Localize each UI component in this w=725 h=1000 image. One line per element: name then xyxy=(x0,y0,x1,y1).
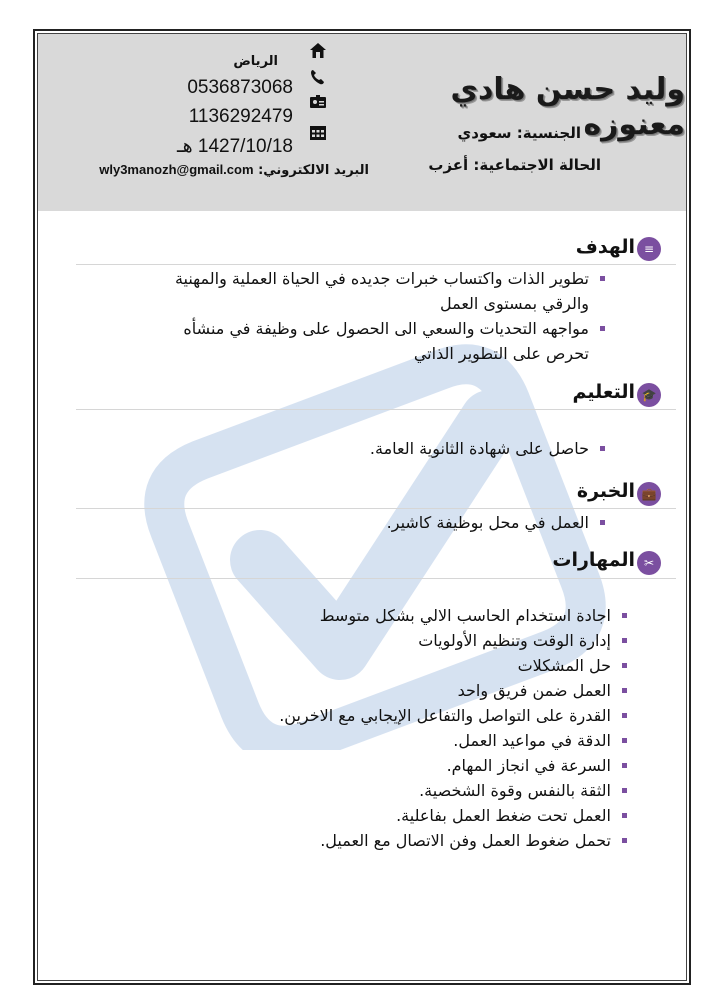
calendar-icon xyxy=(309,123,327,141)
objective-divider xyxy=(76,264,676,265)
list-item: إدارة الوقت وتنظيم الأولويات xyxy=(169,628,629,653)
experience-divider xyxy=(76,508,676,509)
person-name: وليد حسن هادي معنوزه xyxy=(450,72,685,142)
phone-number-2: 1136292479 xyxy=(188,106,293,127)
objective-title: الهدف xyxy=(575,236,635,258)
list-item: الدقة في مواعيد العمل. xyxy=(169,728,629,753)
nationality-value: سعودي xyxy=(457,124,512,142)
phone-number-1: 0536873068 xyxy=(187,77,293,98)
skills-title: المهارات xyxy=(552,549,635,571)
education-title: التعليم xyxy=(572,381,635,403)
list-item: تحمل ضغوط العمل وفن الاتصال مع العميل. xyxy=(169,828,629,853)
list-item: العمل في محل بوظيفة كاشير. xyxy=(167,510,607,535)
marital-status-value: أعزب xyxy=(428,156,469,174)
list-item: الثقة بالنفس وقوة الشخصية. xyxy=(169,778,629,803)
skills-list xyxy=(169,603,629,853)
birth-date: 1427/10/18 هـ xyxy=(177,136,293,157)
graduation-cap-icon: 🎓 xyxy=(637,383,661,407)
email-label: البريد الالكتروني: xyxy=(258,163,369,178)
list-item: السرعة في انجاز المهام. xyxy=(169,753,629,778)
briefcase-icon: 💼 xyxy=(637,482,661,506)
experience-title: الخبرة xyxy=(576,480,635,502)
marital-status-line xyxy=(428,156,601,174)
city-text: الرياض xyxy=(233,54,278,69)
education-divider xyxy=(76,409,676,410)
email-address[interactable]: wly3manozh@gmail.com xyxy=(99,162,254,177)
list-item: حاصل على شهادة الثانوية العامة. xyxy=(167,436,607,461)
skills-divider xyxy=(76,578,676,579)
id-card-icon xyxy=(309,93,327,111)
phone-icon xyxy=(309,68,327,86)
experience-list xyxy=(167,510,607,535)
list-item: اجادة استخدام الحاسب الالي بشكل متوسط xyxy=(169,603,629,628)
list-item: تطوير الذات واكتساب خبرات جديده في الحياة العملية والمهنية والرقي بمستوى العمل xyxy=(167,266,607,316)
objective-list xyxy=(167,266,607,366)
list-icon: ≡ xyxy=(637,237,661,261)
list-item: العمل تحت ضغط العمل بفاعلية. xyxy=(169,803,629,828)
marital-status-label: الحالة الاجتماعية: xyxy=(473,156,601,174)
list-item: مواجهه التحديات والسعي الى الحصول على وظيفة في منشأه تحرص على التطوير الذاتي xyxy=(167,316,607,366)
tools-icon: ✂ xyxy=(637,551,661,575)
nationality-line xyxy=(457,124,581,142)
home-icon xyxy=(309,42,327,60)
list-item: العمل ضمن فريق واحد xyxy=(169,678,629,703)
list-item: القدرة على التواصل والتفاعل الإيجابي مع الاخرين. xyxy=(169,703,629,728)
nationality-label: الجنسية: xyxy=(516,124,581,142)
email-row xyxy=(99,162,369,178)
education-list xyxy=(167,436,607,461)
list-item: حل المشكلات xyxy=(169,653,629,678)
